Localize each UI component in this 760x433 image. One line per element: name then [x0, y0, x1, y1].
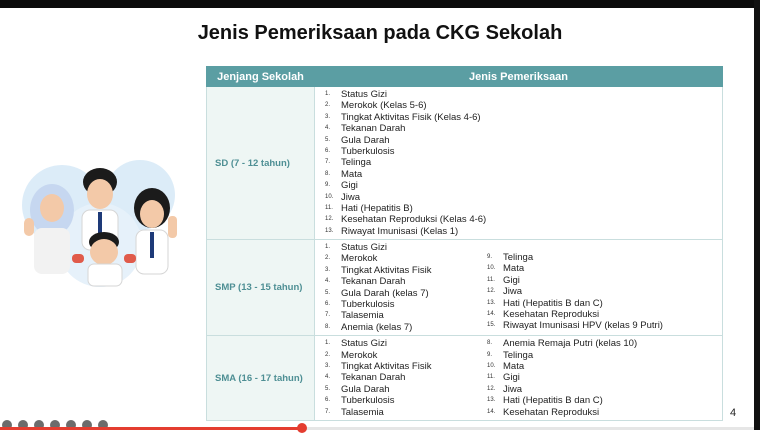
list-item: 11. Hati (Hepatitis B) — [325, 202, 413, 214]
list-item: 3. Tingkat Aktivitas Fisik (Kelas 4-6) — [325, 111, 481, 123]
top-bar — [0, 0, 760, 8]
list-item: 9. Telinga — [487, 349, 534, 361]
list-item: 3. Tingkat Aktivitas Fisik — [325, 360, 432, 372]
list-item: 10. Jiwa — [325, 191, 361, 203]
header-jenis: Jenis Pemeriksaan — [315, 67, 723, 87]
list-item: 14. Kesehatan Reproduksi — [487, 406, 600, 418]
table-row-smp — [207, 240, 723, 336]
items-sma-col1 — [315, 336, 477, 420]
items-sd-list — [315, 87, 722, 239]
list-item: 7. Telinga — [325, 157, 372, 169]
list-item: 15. Riwayat Imunisasi HPV (kelas 9 Putri) — [487, 320, 663, 332]
items-smp-col1 — [315, 240, 477, 335]
list-item: 11. Gigi — [487, 372, 520, 384]
list-item: 7. Talasemia — [325, 310, 384, 322]
header-jenjang: Jenjang Sekolah — [207, 67, 315, 87]
list-item: 8. Anemia Remaja Putri (kelas 10) — [487, 338, 638, 350]
list-item: 5. Gula Darah — [325, 134, 390, 146]
level-smp: SMP (13 - 15 tahun) — [207, 240, 315, 336]
list-item: 13. Riwayat Imunisasi (Kelas 1) — [325, 225, 459, 237]
list-item: 8. Anemia (kelas 7) — [325, 321, 413, 333]
table-header-row — [207, 67, 723, 87]
list-item: 4. Tekanan Darah — [325, 123, 406, 135]
items-smp-cell — [315, 240, 723, 336]
list-item: 2. Merokok — [325, 349, 378, 361]
items-sma-cell — [315, 336, 723, 421]
table-row-sma — [207, 336, 723, 421]
list-item: 9. Gigi — [325, 180, 358, 192]
list-item: 10. Mata — [487, 360, 525, 372]
list-item: 9. Telinga — [487, 252, 534, 264]
list-item: 4. Tekanan Darah — [325, 372, 406, 384]
list-item: 5. Gula Darah (kelas 7) — [325, 287, 429, 299]
items-smp-col2 — [477, 240, 687, 335]
examination-table — [206, 66, 723, 421]
list-item: 6. Tuberkulosis — [325, 299, 395, 311]
list-item: 12. Jiwa — [487, 286, 523, 298]
slide-title: Jenis Pemeriksaan pada CKG Sekolah — [197, 22, 563, 44]
list-item: 6. Tuberkulosis — [325, 145, 395, 157]
list-item: 13. Hati (Hepatitis B dan C) — [487, 297, 603, 309]
list-item: 1. Status Gizi — [325, 242, 387, 254]
items-sma-col2 — [477, 336, 687, 420]
page-number: 4 — [730, 407, 737, 419]
students-illustration — [12, 150, 190, 290]
progress-handle[interactable] — [297, 423, 307, 433]
level-sma: SMA (16 - 17 tahun) — [207, 336, 315, 421]
list-item: 8. Mata — [325, 168, 363, 180]
items-sd-cell — [315, 87, 723, 240]
table-row-sd — [207, 87, 723, 240]
list-item: 4. Tekanan Darah — [325, 276, 406, 288]
list-item: 6. Tuberkulosis — [325, 395, 395, 407]
list-item: 2. Merokok (Kelas 5-6) — [325, 100, 427, 112]
list-item: 5. Gula Darah — [325, 383, 390, 395]
list-item: 3. Tingkat Aktivitas Fisik — [325, 264, 432, 276]
list-item: 7. Talasemia — [325, 406, 384, 418]
list-item: 12. Jiwa — [487, 383, 523, 395]
list-item: 1. Status Gizi — [325, 338, 387, 350]
list-item: 1. Status Gizi — [325, 89, 387, 100]
list-item: 13. Hati (Hepatitis B dan C) — [487, 395, 603, 407]
list-item: 12. Kesehatan Reproduksi (Kelas 4-6) — [325, 214, 487, 226]
list-item: 14. Kesehatan Reproduksi — [487, 309, 600, 321]
list-item: 11. Gigi — [487, 274, 520, 286]
right-edge-border — [754, 0, 760, 430]
list-item: 10. Mata — [487, 263, 525, 275]
level-sd: SD (7 - 12 tahun) — [207, 87, 315, 240]
list-item: 2. Merokok — [325, 253, 378, 265]
